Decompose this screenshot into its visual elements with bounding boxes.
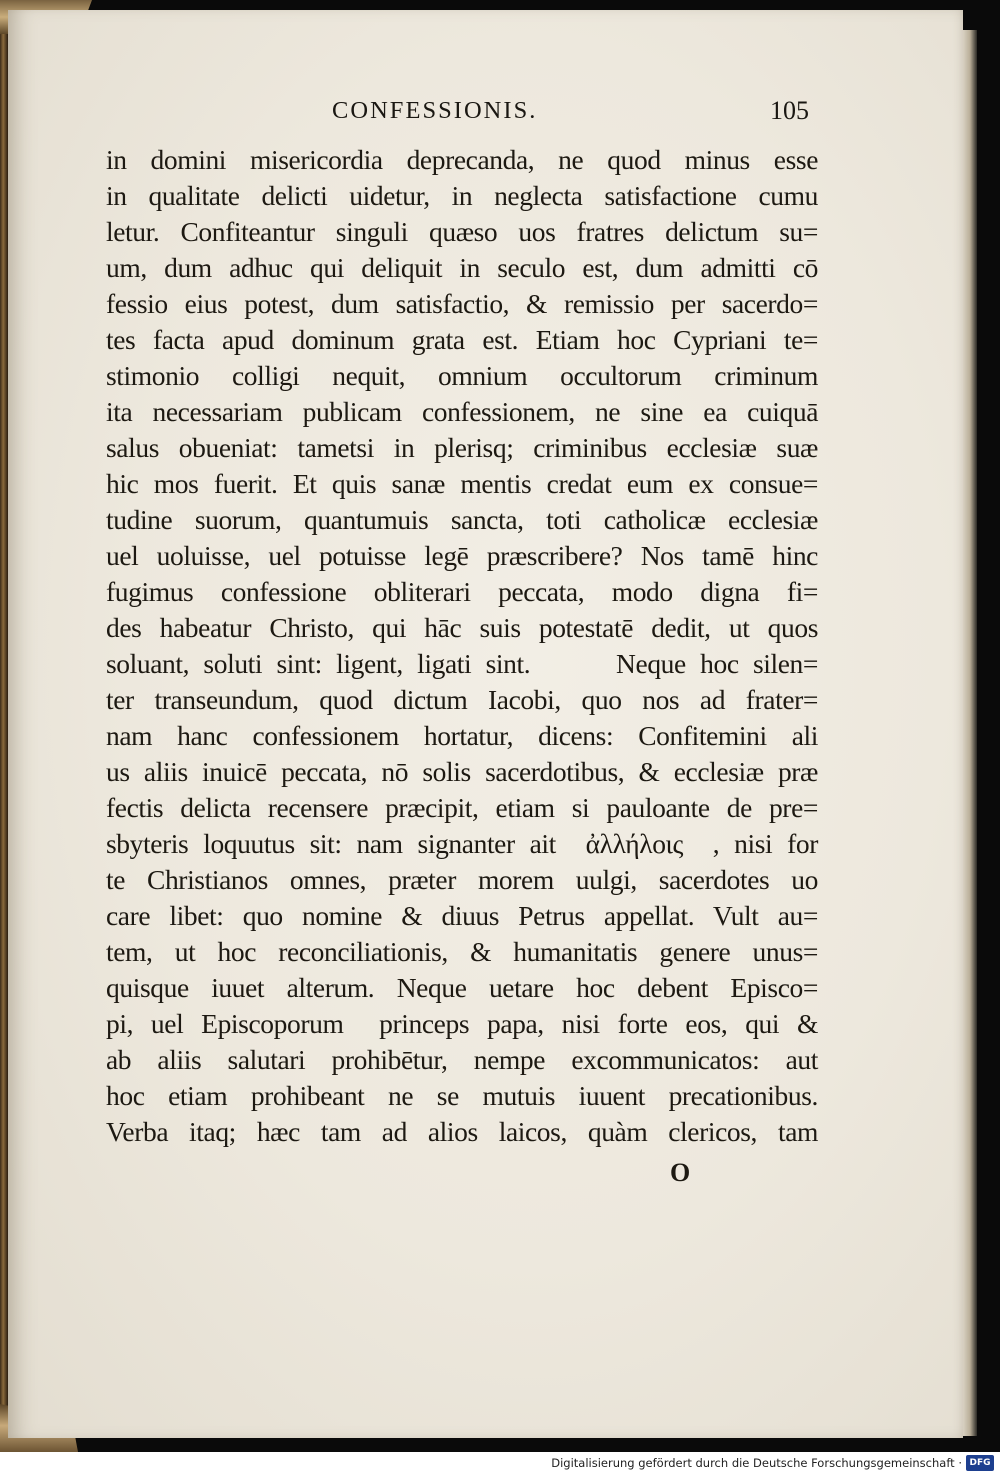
text-line: soluant, soluti sint: ligent, ligati sint. Neque hoc silen= (106, 648, 818, 679)
text-line: fugimus confessione obliterari peccata, modo digna fi= (106, 576, 818, 607)
text-line: ab aliis salutari prohibētur, nempe excommunicatos: aut (106, 1044, 818, 1075)
page-number: 105 (770, 96, 809, 125)
text-line: ter transeundum, quod dictum Iacobi, quo nos ad frater= (106, 684, 818, 715)
funding-credit: Digitalisierung gefördert durch die Deutsche Forschungsgemeinschaft · (551, 1456, 962, 1470)
text-line: stimonio colligi nequit, omnium occultorum criminum (106, 360, 818, 391)
text-line: des habeatur Christo, qui hāc suis potestatē dedit, ut quos (106, 612, 818, 643)
text-line: care libet: quo nomine & diuus Petrus appellat. Vult au= (106, 900, 818, 931)
text-line: pi, uel Episcoporum princeps papa, nisi forte eos, qui & (106, 1008, 818, 1039)
text-line: Verba itaq; hæc tam ad alios laicos, quàm clericos, tam (106, 1116, 818, 1147)
running-head-title: CONFESSIONIS. (331, 98, 538, 124)
binding-edge (0, 0, 8, 1452)
text-line: sbyteris loquutus sit: nam signanter ait ἀλλήλοις , nisi for (106, 828, 818, 859)
text-line: tem, ut hoc reconciliationis, & humanitatis genere unus= (106, 936, 818, 967)
text-line: fectis delicta recensere præcipit, etiam si pauloante de pre= (106, 792, 818, 823)
text-line: nam hanc confessionem hortatur, dicens: Confitemini ali (106, 720, 818, 751)
text-line: fessio eius potest, dum satisfactio, & remissio per sacerdo= (106, 288, 818, 319)
text-line: tudine suorum, quantumuis sancta, toti catholicæ ecclesiæ (106, 504, 818, 535)
text-line: hoc etiam prohibeant ne se mutuis iuuent precationibus. (106, 1080, 818, 1111)
text-line: us aliis inuicē peccata, nō solis sacerdotibus, & ecclesiæ præ (106, 756, 818, 787)
text-line: um, dum adhuc qui deliquit in seculo est, dum admitti cō (106, 252, 818, 283)
text-line: quisque iuuet alterum. Neque uetare hoc debent Episco= (106, 972, 818, 1003)
signature-mark: O (670, 1158, 691, 1187)
text-line: salus obueniat: tametsi in plerisq; criminibus ecclesiæ suæ (106, 432, 818, 463)
text-line: tes facta apud dominum grata est. Etiam hoc Cypriani te= (106, 324, 818, 355)
text-line: in qualitate delicti uidetur, in neglecta satisfactione cumu (106, 180, 818, 211)
text-line: uel uoluisse, uel potuisse legē præscribere? Nos tamē hinc (106, 540, 818, 571)
body-text (106, 142, 818, 1150)
dfg-logo: DFG (966, 1455, 994, 1471)
book-page (8, 10, 963, 1438)
text-line: letur. Confiteantur singuli quæso uos fratres delictum su= (106, 216, 818, 247)
text-line: te Christianos omnes, præter morem uulgi, sacerdotes uo (106, 864, 818, 895)
digitization-footer (0, 1452, 1000, 1476)
page-edge (963, 30, 977, 1436)
text-line: ita necessariam publicam confessionem, ne sine ea cuiquā (106, 396, 818, 427)
running-head (8, 98, 963, 128)
text-line: hic mos fuerit. Et quis sanæ mentis credat eum ex consue= (106, 468, 818, 499)
text-line: in domini misericordia deprecanda, ne quod minus esse (106, 144, 818, 175)
